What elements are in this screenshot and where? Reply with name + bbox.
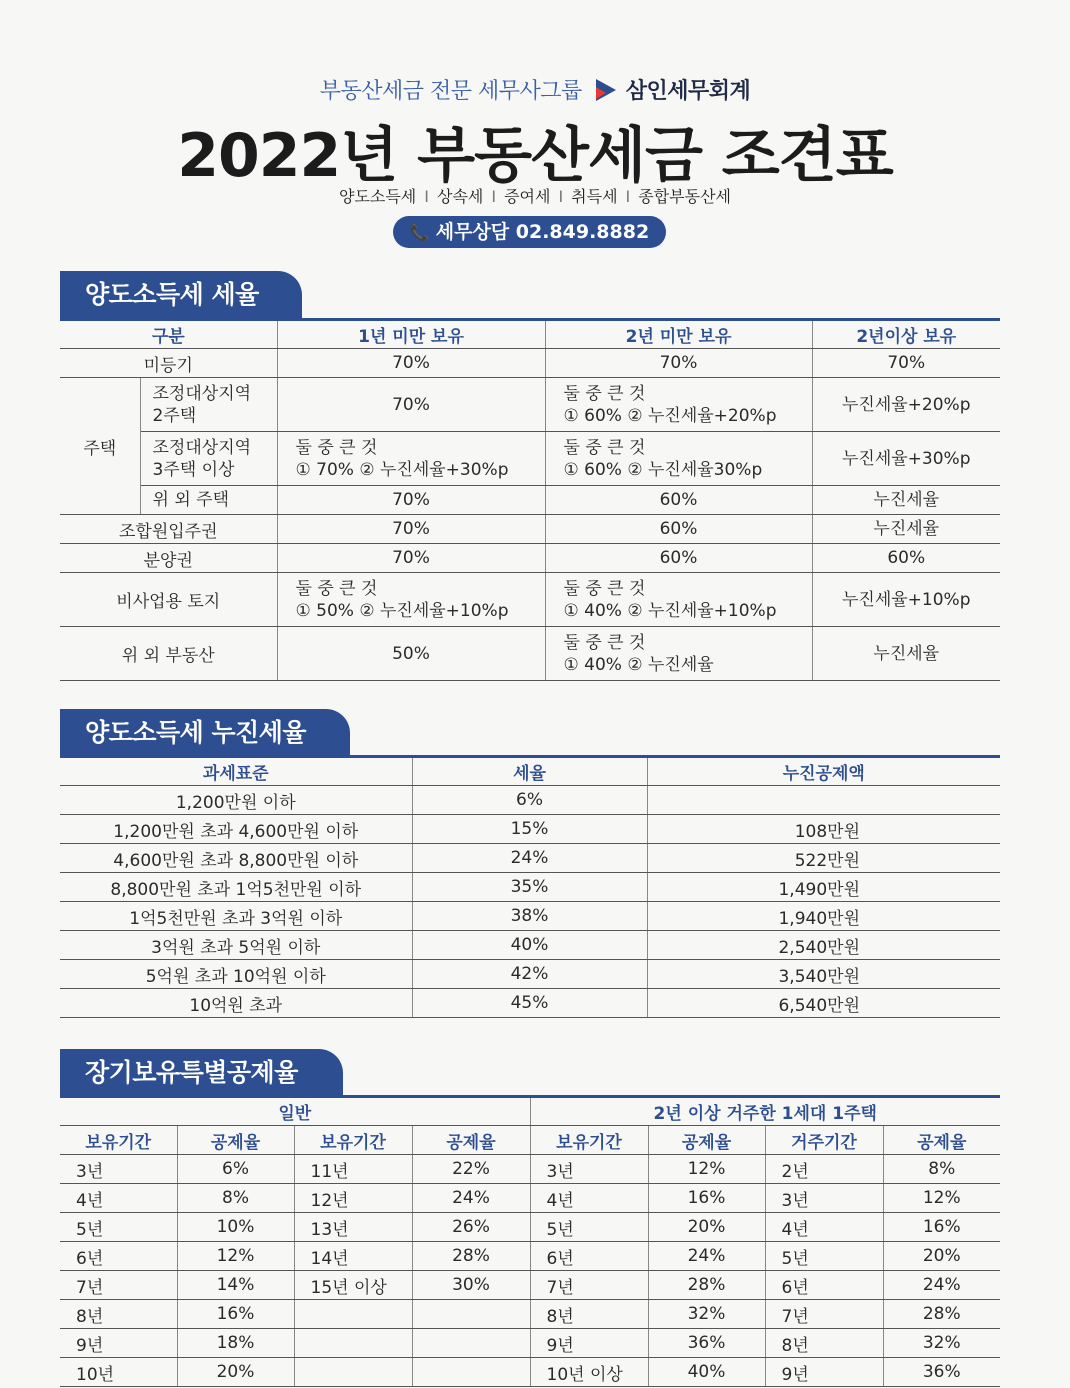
rate-cell [277, 486, 545, 515]
tax-category-item: 양도소득세 [338, 187, 417, 206]
deduction-rate-cell: 10% [177, 1213, 294, 1242]
tax-category-item: 취득세 [571, 187, 618, 206]
table-row [60, 349, 1000, 378]
cell-line: 70% [392, 548, 430, 568]
separator: I [625, 187, 631, 206]
tax-base-cell: 1,200만원 초과 4,600만원 이하 [60, 815, 412, 844]
rate-cell [277, 515, 545, 544]
cell-line: 누진세율+20%p [841, 394, 971, 415]
tax-rate-cell: 38% [412, 902, 647, 931]
period-cell: 7년 [765, 1300, 883, 1329]
deduction-rate-cell: 14% [177, 1271, 294, 1300]
brand-name: 삼인세무회계 [625, 79, 751, 104]
house-group-label: 주택 [60, 378, 140, 515]
page-title: 2022년 부동산세금 조견표 [177, 121, 893, 191]
row-label [140, 378, 277, 432]
section-title-long-term-deduction: 장기보유특별공제율 [60, 1049, 343, 1097]
period-cell: 14년 [294, 1242, 412, 1271]
deduction-rate-cell: 28% [648, 1271, 765, 1300]
tax-category-item: 증여세 [504, 187, 551, 206]
row-label: 분양권 [60, 544, 277, 573]
deduction-rate-cell: 20% [883, 1242, 1000, 1271]
row-label [140, 432, 277, 486]
column-header: 2년이상 보유 [812, 320, 1000, 349]
table-row [60, 1155, 1000, 1184]
tax-base-cell: 3억원 초과 5억원 이하 [60, 931, 412, 960]
rate-cell [545, 378, 812, 432]
table-row [60, 432, 1000, 486]
deduction-cell: 1,940만원 [647, 902, 1000, 931]
period-cell: 4년 [765, 1213, 883, 1242]
column-header: 보유기간 [294, 1126, 412, 1155]
rate-cell [545, 627, 812, 681]
rate-cell [277, 544, 545, 573]
long-term-deduction-table [60, 1095, 1000, 1387]
cell-line: ① 40% ② 누진세율+10%p [563, 600, 777, 621]
period-cell: 3년 [60, 1155, 177, 1184]
table-row [60, 1358, 1000, 1387]
table-row [60, 378, 1000, 432]
deduction-rate-cell: 8% [177, 1184, 294, 1213]
table-row [60, 960, 1000, 989]
rate-cell [545, 486, 812, 515]
table-row [60, 1300, 1000, 1329]
period-cell: 9년 [765, 1358, 883, 1387]
period-cell: 3년 [765, 1184, 883, 1213]
period-cell: 4년 [60, 1184, 177, 1213]
deduction-cell: 6,540만원 [647, 989, 1000, 1018]
deduction-rate-cell: 24% [648, 1242, 765, 1271]
table-header-row [60, 1126, 1000, 1155]
table-row [60, 573, 1000, 627]
table-row [60, 989, 1000, 1018]
separator: I [491, 187, 497, 206]
row-label: 조합원입주권 [60, 515, 277, 544]
cell-line: 둘 중 큰 것 [295, 578, 378, 599]
cell-line: ① 50% ② 누진세율+10%p [295, 600, 509, 621]
column-header: 보유기간 [530, 1126, 648, 1155]
group-header-general: 일반 [60, 1097, 530, 1126]
period-cell: 11년 [294, 1155, 412, 1184]
tax-rate-cell: 35% [412, 873, 647, 902]
cell-line: 둘 중 큰 것 [295, 437, 378, 458]
column-header: 누진공제액 [647, 757, 1000, 786]
deduction-rate-cell [412, 1300, 530, 1329]
period-cell: 12년 [294, 1184, 412, 1213]
table-row [60, 931, 1000, 960]
column-header: 2년 미만 보유 [545, 320, 812, 349]
rate-cell [545, 573, 812, 627]
deduction-rate-cell: 32% [648, 1300, 765, 1329]
deduction-rate-cell: 40% [648, 1358, 765, 1387]
period-cell: 10년 [60, 1358, 177, 1387]
cell-line: 3주택 이상 [152, 459, 235, 480]
cell-line: 70% [392, 394, 430, 415]
tax-categories [0, 184, 1070, 207]
cell-line: 누진세율 [873, 643, 940, 664]
table-row [60, 873, 1000, 902]
cell-line: ① 40% ② 누진세율 [563, 654, 714, 675]
rate-cell [812, 627, 1000, 681]
period-cell: 15년 이상 [294, 1271, 412, 1300]
cell-line: 누진세율+30%p [841, 448, 971, 469]
cell-line: 50% [392, 643, 430, 664]
period-cell: 4년 [530, 1184, 648, 1213]
period-cell: 6년 [60, 1242, 177, 1271]
deduction-rate-cell: 12% [177, 1242, 294, 1271]
period-cell: 10년 이상 [530, 1358, 648, 1387]
rate-cell: 70% [545, 349, 812, 378]
row-label: 위 외 부동산 [60, 627, 277, 681]
transfer-tax-rate-table [60, 318, 1000, 681]
rate-cell [812, 573, 1000, 627]
deduction-rate-cell: 20% [177, 1358, 294, 1387]
period-cell: 5년 [765, 1242, 883, 1271]
tagline-text: 부동산세금 전문 세무사그룹 [319, 79, 582, 104]
tagline [0, 74, 1070, 105]
cell-line: 둘 중 큰 것 [563, 632, 646, 653]
cell-line: 누진세율 [873, 490, 940, 510]
period-cell [294, 1358, 412, 1387]
rate-cell [277, 432, 545, 486]
rate-cell: 70% [277, 349, 545, 378]
rate-cell [545, 544, 812, 573]
cell-line: ① 60% ② 누진세율30%p [563, 459, 763, 480]
separator: I [558, 187, 564, 206]
rate-cell [277, 573, 545, 627]
phone-label: 세무상담 02.849.8882 [435, 221, 650, 243]
table-group-header-row [60, 1097, 1000, 1126]
cell-line: 조정대상지역 [152, 383, 252, 404]
cell-line: 누진세율+10%p [841, 589, 971, 610]
deduction-rate-cell: 20% [648, 1213, 765, 1242]
period-cell [294, 1300, 412, 1329]
table-row [60, 544, 1000, 573]
rate-cell [812, 486, 1000, 515]
deduction-rate-cell: 18% [177, 1329, 294, 1358]
tax-rate-cell: 6% [412, 786, 647, 815]
column-header: 거주기간 [765, 1126, 883, 1155]
tax-base-cell: 5억원 초과 10억원 이하 [60, 960, 412, 989]
cell-line: 60% [887, 548, 926, 568]
table-row [60, 1242, 1000, 1271]
cell-line: 둘 중 큰 것 [563, 578, 646, 599]
column-header: 보유기간 [60, 1126, 177, 1155]
cell-line: 둘 중 큰 것 [563, 383, 646, 404]
deduction-cell [647, 786, 1000, 815]
column-header: 공제율 [883, 1126, 1000, 1155]
deduction-rate-cell: 36% [648, 1329, 765, 1358]
phone-consult-badge[interactable] [393, 216, 666, 248]
period-cell: 5년 [530, 1213, 648, 1242]
period-cell: 8년 [530, 1300, 648, 1329]
tax-base-cell: 4,600만원 초과 8,800만원 이하 [60, 844, 412, 873]
table-row [60, 844, 1000, 873]
cell-line: 둘 중 큰 것 [563, 437, 646, 458]
tax-rate-cell: 15% [412, 815, 647, 844]
deduction-rate-cell: 22% [412, 1155, 530, 1184]
row-label [140, 486, 277, 515]
deduction-rate-cell: 16% [648, 1184, 765, 1213]
deduction-rate-cell [412, 1329, 530, 1358]
row-label: 미등기 [60, 349, 277, 378]
period-cell: 5년 [60, 1213, 177, 1242]
deduction-rate-cell: 28% [412, 1242, 530, 1271]
deduction-rate-cell: 28% [883, 1300, 1000, 1329]
deduction-rate-cell: 12% [648, 1155, 765, 1184]
rate-cell [545, 432, 812, 486]
deduction-cell: 1,490만원 [647, 873, 1000, 902]
deduction-cell: 108만원 [647, 815, 1000, 844]
tax-base-cell: 8,800만원 초과 1억5천만원 이하 [60, 873, 412, 902]
period-cell: 8년 [60, 1300, 177, 1329]
period-cell: 9년 [530, 1329, 648, 1358]
deduction-rate-cell: 12% [883, 1184, 1000, 1213]
cell-line: 60% [659, 490, 698, 510]
cell-line: 위 외 주택 [152, 490, 229, 510]
rate-cell [812, 378, 1000, 432]
deduction-rate-cell: 36% [883, 1358, 1000, 1387]
separator: I [424, 187, 429, 206]
deduction-rate-cell: 16% [177, 1300, 294, 1329]
table-row [60, 486, 1000, 515]
period-cell: 6년 [765, 1271, 883, 1300]
table-header-row [60, 757, 1000, 786]
tax-rate-cell: 42% [412, 960, 647, 989]
cell-line: ① 60% ② 누진세율+20%p [563, 405, 777, 426]
cell-line: 60% [659, 548, 698, 568]
phone-icon: 📞 [409, 223, 430, 242]
deduction-cell: 522만원 [647, 844, 1000, 873]
tax-rate-cell: 40% [412, 931, 647, 960]
tax-category-item: 종합부동산세 [638, 187, 732, 206]
cell-line: 2주택 [152, 405, 197, 426]
rate-cell [277, 627, 545, 681]
period-cell: 13년 [294, 1213, 412, 1242]
table-row [60, 1271, 1000, 1300]
table-row [60, 815, 1000, 844]
period-cell: 8년 [765, 1329, 883, 1358]
rate-cell [545, 515, 812, 544]
section-title-progressive-rate: 양도소득세 누진세율 [60, 709, 350, 757]
cell-line: ① 70% ② 누진세율+30%p [295, 459, 509, 480]
tax-base-cell: 1억5천만원 초과 3억원 이하 [60, 902, 412, 931]
deduction-rate-cell [412, 1358, 530, 1387]
table-row [60, 627, 1000, 681]
period-cell: 7년 [530, 1271, 648, 1300]
period-cell: 6년 [530, 1242, 648, 1271]
brand-logo-icon [596, 79, 616, 101]
tax-base-cell: 1,200만원 이하 [60, 786, 412, 815]
deduction-cell: 3,540만원 [647, 960, 1000, 989]
column-header: 공제율 [412, 1126, 530, 1155]
table-row [60, 786, 1000, 815]
progressive-rate-table [60, 755, 1000, 1018]
rate-cell: 70% [812, 349, 1000, 378]
period-cell [294, 1329, 412, 1358]
table-row [60, 1329, 1000, 1358]
table-row [60, 1184, 1000, 1213]
rate-cell [812, 544, 1000, 573]
period-cell: 3년 [530, 1155, 648, 1184]
row-label: 비사업용 토지 [60, 573, 277, 627]
deduction-rate-cell: 16% [883, 1213, 1000, 1242]
column-header: 공제율 [177, 1126, 294, 1155]
column-header: 세율 [412, 757, 647, 786]
section-title-transfer-tax-rate: 양도소득세 세율 [60, 271, 302, 319]
deduction-rate-cell: 24% [883, 1271, 1000, 1300]
rate-cell [277, 378, 545, 432]
cell-line: 70% [392, 490, 430, 510]
deduction-rate-cell: 26% [412, 1213, 530, 1242]
tax-base-cell: 10억원 초과 [60, 989, 412, 1018]
deduction-rate-cell: 6% [177, 1155, 294, 1184]
cell-line: 누진세율 [873, 519, 940, 539]
cell-line: 70% [392, 519, 430, 539]
column-header: 1년 미만 보유 [277, 320, 545, 349]
deduction-rate-cell: 8% [883, 1155, 1000, 1184]
rate-cell [812, 432, 1000, 486]
table-row [60, 1213, 1000, 1242]
column-header: 공제율 [648, 1126, 765, 1155]
deduction-rate-cell: 30% [412, 1271, 530, 1300]
column-header: 구분 [60, 320, 277, 349]
deduction-cell: 2,540만원 [647, 931, 1000, 960]
period-cell: 7년 [60, 1271, 177, 1300]
cell-line: 조정대상지역 [152, 437, 252, 458]
tax-category-item: 상속세 [436, 187, 484, 206]
cell-line: 60% [659, 519, 698, 539]
deduction-rate-cell: 32% [883, 1329, 1000, 1358]
table-header-row [60, 320, 1000, 349]
rate-cell [812, 515, 1000, 544]
deduction-rate-cell: 24% [412, 1184, 530, 1213]
column-header: 과세표준 [60, 757, 412, 786]
table-row [60, 515, 1000, 544]
period-cell: 9년 [60, 1329, 177, 1358]
tax-rate-cell: 45% [412, 989, 647, 1018]
tax-rate-cell: 24% [412, 844, 647, 873]
group-header-single-house: 2년 이상 거주한 1세대 1주택 [530, 1097, 1000, 1126]
table-row [60, 902, 1000, 931]
period-cell: 2년 [765, 1155, 883, 1184]
